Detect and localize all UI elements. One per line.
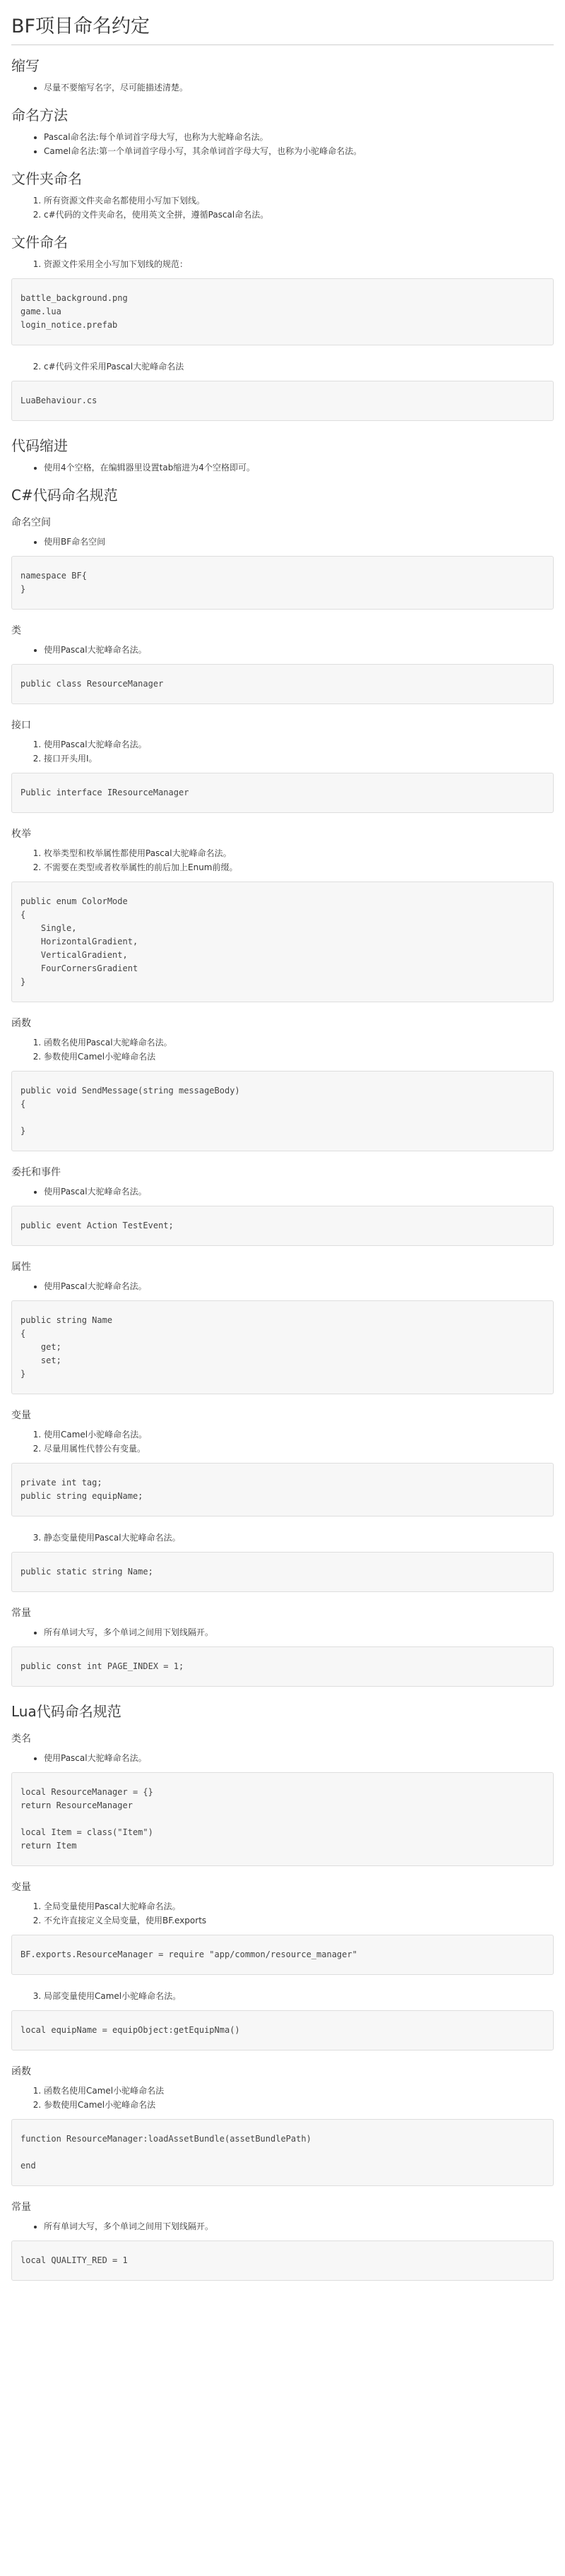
list-item: • 使用Pascal大驼峰命名法。 — [44, 1279, 554, 1293]
code-block: local QUALITY_RED = 1 — [11, 2240, 554, 2281]
heading-lua-conventions: Lua代码命名规范 — [11, 1702, 121, 1720]
code-block: function ResourceManager:loadAssetBundle(assetBundlePath) end — [11, 2119, 554, 2186]
list-item: 2. 不需要在类型或者枚举属性的前后加上Enum前缀。 — [44, 860, 554, 874]
heading-file-naming: 文件命名 — [11, 233, 68, 251]
indentation-list — [11, 461, 554, 475]
file-naming-list-1 — [11, 257, 554, 271]
list-item: • 所有单词大写，多个单词之间用下划线隔开。 — [44, 2219, 554, 2233]
lua-variable-list-2 — [11, 1989, 554, 2003]
heading-variable: 变量 — [11, 1409, 31, 1421]
heading-delegate-event: 委托和事件 — [11, 1166, 61, 1178]
heading-lua-function: 函数 — [11, 2065, 31, 2077]
file-naming-list-2 — [11, 360, 554, 374]
code-block: public void SendMessage(string messageBody) { } — [11, 1071, 554, 1151]
list-item: • Camel命名法:第一个单词首字母小写，其余单词首字母大写，也称为小驼峰命名法。 — [44, 144, 554, 158]
list-item: 2. c#代码文件采用Pascal大驼峰命名法 — [44, 360, 554, 374]
list-item: 1. 枚举类型和枚举属性都使用Pascal大驼峰命名法。 — [44, 846, 554, 860]
heading-interface: 接口 — [11, 719, 31, 731]
heading-function: 函数 — [11, 1017, 31, 1029]
heading-class: 类 — [11, 624, 21, 636]
code-block: Public interface IResourceManager — [11, 773, 554, 813]
code-block: battle_background.png game.lua login_notice.prefab — [11, 278, 554, 345]
list-item: 2. 不允许直接定义全局变量，使用BF.exports — [44, 1913, 554, 1928]
list-item: 2. 参数使用Camel小驼峰命名法 — [44, 1050, 554, 1064]
code-block: LuaBehaviour.cs — [11, 381, 554, 421]
list-item: • 使用Pascal大驼峰命名法。 — [44, 1185, 554, 1199]
heading-lua-class: 类名 — [11, 1733, 31, 1745]
constant-list — [11, 1625, 554, 1639]
code-block: public const int PAGE_INDEX = 1; — [11, 1646, 554, 1687]
heading-csharp-conventions: C#代码命名规范 — [11, 486, 118, 504]
class-list — [11, 643, 554, 657]
heading-lua-variable: 变量 — [11, 1881, 31, 1893]
heading-abbreviation: 缩写 — [11, 57, 40, 74]
list-item: 2. c#代码的文件夹命名，使用英文全拼，遵循Pascal命名法。 — [44, 208, 554, 222]
list-item: 1. 所有资源文件夹命名都使用小写加下划线。 — [44, 194, 554, 208]
list-item: • 使用4个空格，在编辑器里设置tab缩进为4个空格即可。 — [44, 461, 554, 475]
list-item: • 所有单词大写，多个单词之间用下划线隔开。 — [44, 1625, 554, 1639]
lua-constant-list — [11, 2219, 554, 2233]
code-block: public enum ColorMode { Single, HorizontalGradient, VerticalGradient, FourCornersGradient } — [11, 882, 554, 1002]
list-item: 3. 局部变量使用Camel小驼峰命名法。 — [44, 1989, 554, 2003]
list-item: 2. 参数使用Camel小驼峰命名法 — [44, 2098, 554, 2112]
enum-list — [11, 846, 554, 874]
interface-list — [11, 737, 554, 766]
list-item: 1. 资源文件采用全小写加下划线的规范： — [44, 257, 554, 271]
variable-list-1 — [11, 1428, 554, 1456]
lua-class-list — [11, 1751, 554, 1765]
page-title: BF项目命名约定 — [11, 13, 554, 45]
list-item: • 使用Pascal大驼峰命名法。 — [44, 1751, 554, 1765]
code-block: public static string Name; — [11, 1552, 554, 1592]
heading-naming-method: 命名方法 — [11, 106, 68, 124]
code-block: private int tag; public string equipName; — [11, 1463, 554, 1516]
list-item: 3. 静态变量使用Pascal大驼峰命名法。 — [44, 1531, 554, 1545]
code-block: public class ResourceManager — [11, 664, 554, 704]
list-item: 1. 全局变量使用Pascal大驼峰命名法。 — [44, 1899, 554, 1913]
heading-constant: 常量 — [11, 1607, 31, 1619]
list-item: • 尽量不要缩写名字，尽可能描述清楚。 — [44, 81, 554, 95]
naming-method-list — [11, 130, 554, 158]
namespace-list — [11, 535, 554, 549]
code-block: namespace BF{ } — [11, 556, 554, 610]
delegate-list — [11, 1185, 554, 1199]
heading-indentation: 代码缩进 — [11, 437, 68, 454]
code-block: BF.exports.ResourceManager = require "app/common/resource_manager" — [11, 1935, 554, 1975]
lua-variable-list-1 — [11, 1899, 554, 1928]
list-item: 1. 使用Camel小驼峰命名法。 — [44, 1428, 554, 1442]
variable-list-2 — [11, 1531, 554, 1545]
list-item: 2. 接口开头用I。 — [44, 752, 554, 766]
list-item: • Pascal命名法:每个单词首字母大写，也称为大驼峰命名法。 — [44, 130, 554, 144]
heading-namespace: 命名空间 — [11, 516, 51, 528]
list-item: • 使用Pascal大驼峰命名法。 — [44, 643, 554, 657]
property-list — [11, 1279, 554, 1293]
lua-function-list — [11, 2084, 554, 2112]
code-block: public event Action TestEvent; — [11, 1206, 554, 1246]
list-item: 1. 函数名使用Camel小驼峰命名法 — [44, 2084, 554, 2098]
heading-lua-constant: 常量 — [11, 2201, 31, 2213]
list-item: 1. 函数名使用Pascal大驼峰命名法。 — [44, 1035, 554, 1050]
code-block: local ResourceManager = {} return ResourceManager local Item = class("Item") return Item — [11, 1772, 554, 1866]
list-item: • 使用BF命名空间 — [44, 535, 554, 549]
heading-enum: 枚举 — [11, 828, 31, 840]
code-block: public string Name { get; set; } — [11, 1300, 554, 1394]
list-item: 1. 使用Pascal大驼峰命名法。 — [44, 737, 554, 752]
abbreviation-list — [11, 81, 554, 95]
folder-naming-list — [11, 194, 554, 222]
heading-folder-naming: 文件夹命名 — [11, 170, 82, 187]
function-list — [11, 1035, 554, 1064]
list-item: 2. 尽量用属性代替公有变量。 — [44, 1442, 554, 1456]
code-block: local equipName = equipObject:getEquipNma() — [11, 2010, 554, 2050]
heading-property: 属性 — [11, 1261, 31, 1273]
